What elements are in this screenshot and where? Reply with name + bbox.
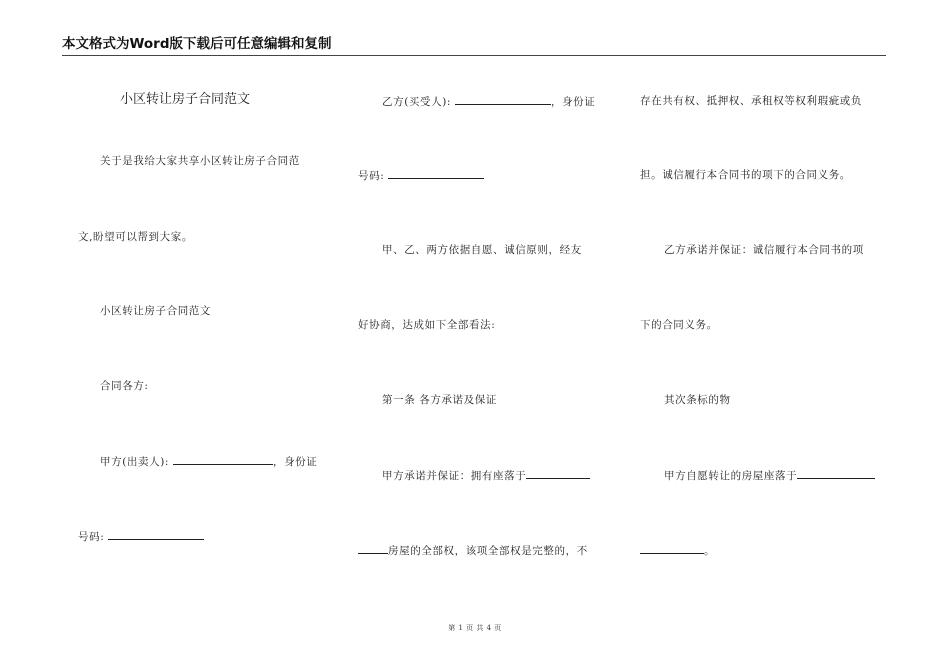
seller-id-label: ，身份证 [272, 456, 318, 468]
paragraph-line: 文,盼望可以帮到大家。 [78, 231, 193, 243]
seller-name-blank [173, 454, 273, 465]
buyer-line [382, 94, 595, 109]
buyer-id-line [358, 168, 484, 183]
text-column-1 [78, 0, 328, 600]
paragraph-line: 甲、乙、两方依据自愿、诚信原则，经友 [382, 244, 582, 256]
text-column-2 [358, 0, 608, 600]
page-number: 第 1 页 共 4 页 [448, 624, 502, 632]
seller-line [100, 454, 317, 469]
paragraph-line [640, 543, 715, 558]
paragraph-line: 存在共有权、抵押权、承租权等权利瑕疵或负 [640, 95, 862, 107]
article-heading: 其次条标的物 [664, 394, 731, 406]
ownership-text: 房屋的全部权，该项全部权是完整的，不 [388, 545, 588, 557]
property-blank [358, 543, 388, 554]
seller-id-line [78, 529, 204, 544]
paragraph-line: 乙方承诺并保证：诚信履行本合同书的项 [664, 244, 864, 256]
seller-guarantee-line [382, 468, 590, 483]
id-number-label: 号码: [78, 531, 105, 543]
transfer-location-line [664, 468, 875, 483]
text-column-3 [640, 0, 890, 600]
article-heading: 第一条 各方承诺及保证 [382, 394, 497, 406]
seller-guarantee-text: 甲方承诺并保证：拥有座落于 [382, 470, 527, 482]
seller-id-blank [108, 529, 204, 540]
paragraph-line: 合同各方: [100, 380, 149, 392]
paragraph-line: 下的合同义务。 [640, 319, 718, 331]
paragraph-line [358, 543, 588, 558]
seller-label: 甲方(出卖人): [100, 456, 170, 468]
paragraph-line: 担。诚信履行本合同书的项下的合同义务。 [640, 169, 851, 181]
transfer-location-text: 甲方自愿转让的房屋座落于 [664, 470, 798, 482]
address-blank [640, 543, 704, 554]
document-title: 小区转让房子合同范文 [120, 92, 251, 107]
id-number-label: 号码: [358, 170, 385, 182]
header-text: 本文格式为Word版下载后可任意编辑和复制 [62, 36, 332, 52]
transfer-location-blank [797, 468, 875, 479]
buyer-label: 乙方(买受人): [382, 96, 452, 108]
buyer-id-label: ，身份证 [550, 96, 596, 108]
paragraph-line: 好协商，达成如下全部看法: [358, 319, 496, 331]
section-heading: 小区转让房子合同范文 [100, 305, 211, 317]
period-text: 。 [704, 545, 716, 557]
buyer-id-blank [388, 168, 484, 179]
paragraph-line: 关于是我给大家共享小区转让房子合同范 [100, 155, 300, 167]
buyer-name-blank [455, 94, 551, 105]
property-location-blank [526, 468, 590, 479]
